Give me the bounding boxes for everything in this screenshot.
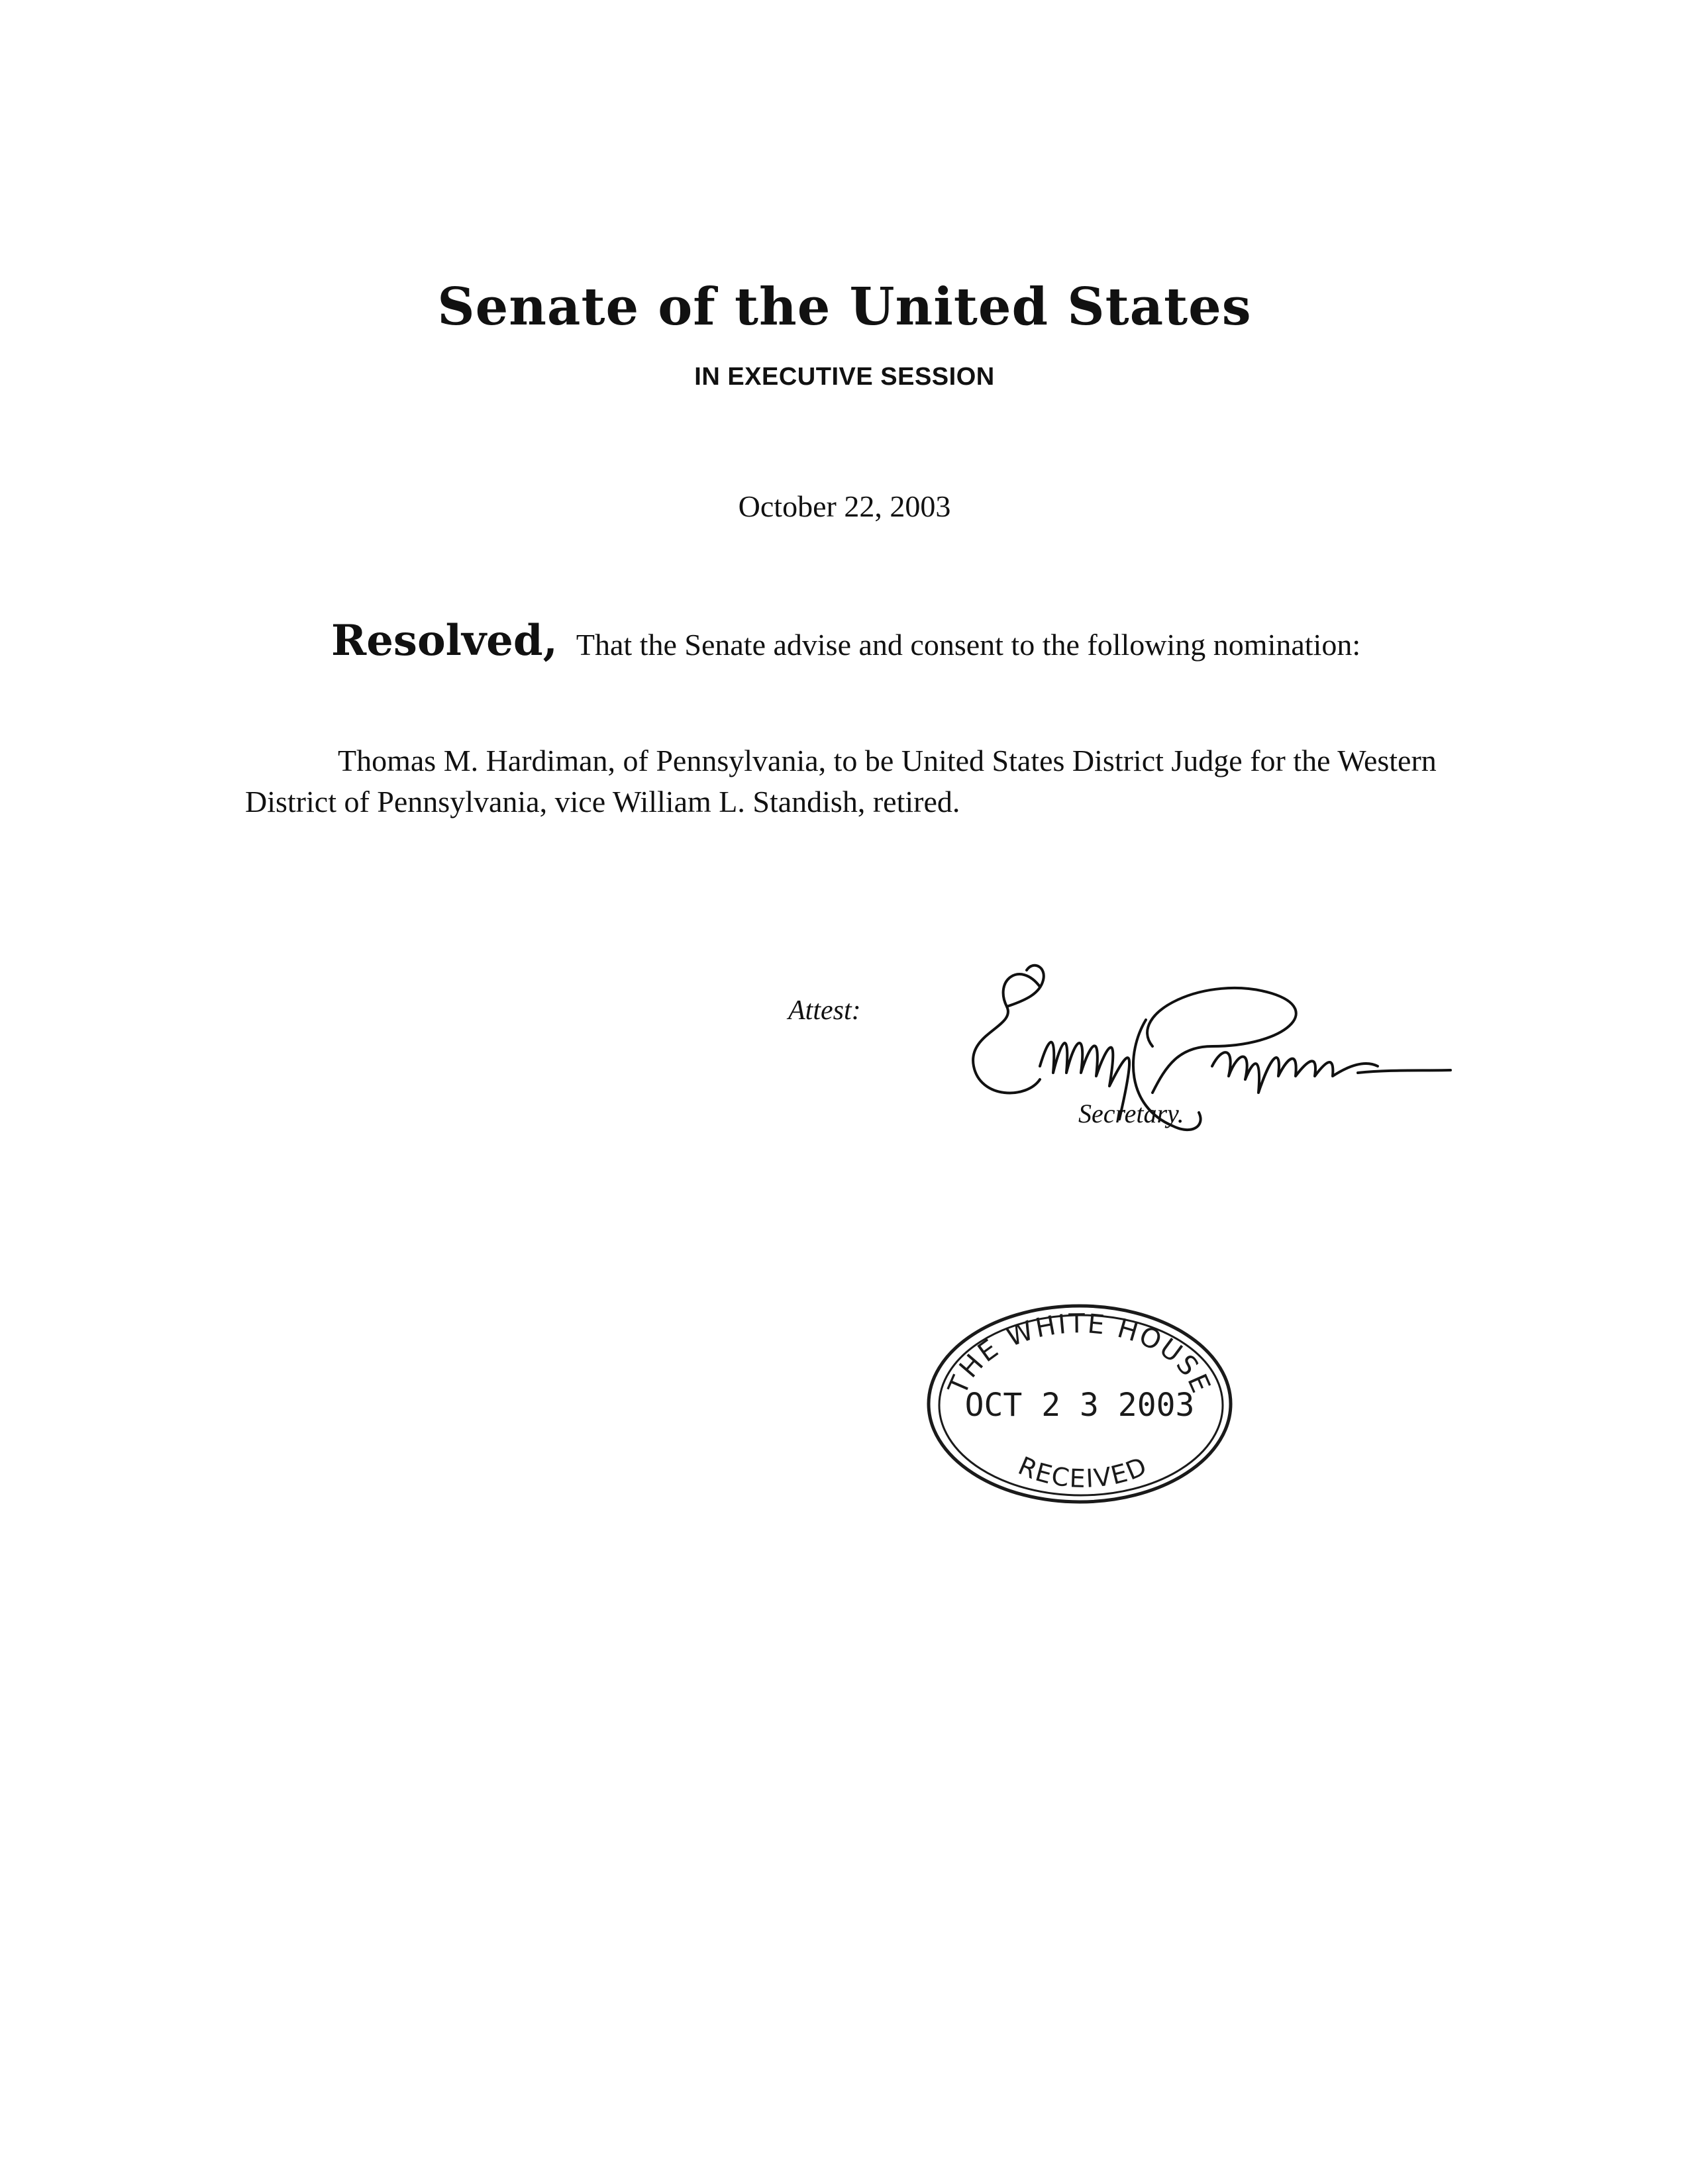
stamp-top-text: THE WHITE HOUSE [943, 1309, 1217, 1399]
svg-text:RECEIVED [1014, 1451, 1152, 1493]
secretary-title: Secretary. [1078, 1099, 1184, 1128]
nomination-paragraph [245, 740, 1451, 822]
nomination-text: Thomas M. Hardiman, of Pennsylvania, to be United States District Judge for the Western District of Pennsylvania, vice William L. Standish, retired. [245, 744, 1437, 819]
resolution-date: October 22, 2003 [738, 489, 951, 523]
stamp-bottom-text: RECEIVED [1013, 1451, 1152, 1494]
resolution-line [331, 616, 1590, 666]
resolution-text: That the Senate advise and consent to the following nomination: [576, 628, 1361, 662]
svg-text:THE WHITE HOUSE [943, 1309, 1217, 1399]
attest-label: Attest: [788, 995, 861, 1026]
senate-title: Senate of the United States [437, 277, 1252, 337]
handwritten-signature [927, 934, 1457, 1159]
stamp-date: OCT 2 3 2003 [964, 1387, 1195, 1424]
resolved-heading: Resolved, [331, 616, 558, 666]
white-house-received-stamp [921, 1298, 1239, 1510]
session-subtitle: IN EXECUTIVE SESSION [694, 363, 995, 391]
